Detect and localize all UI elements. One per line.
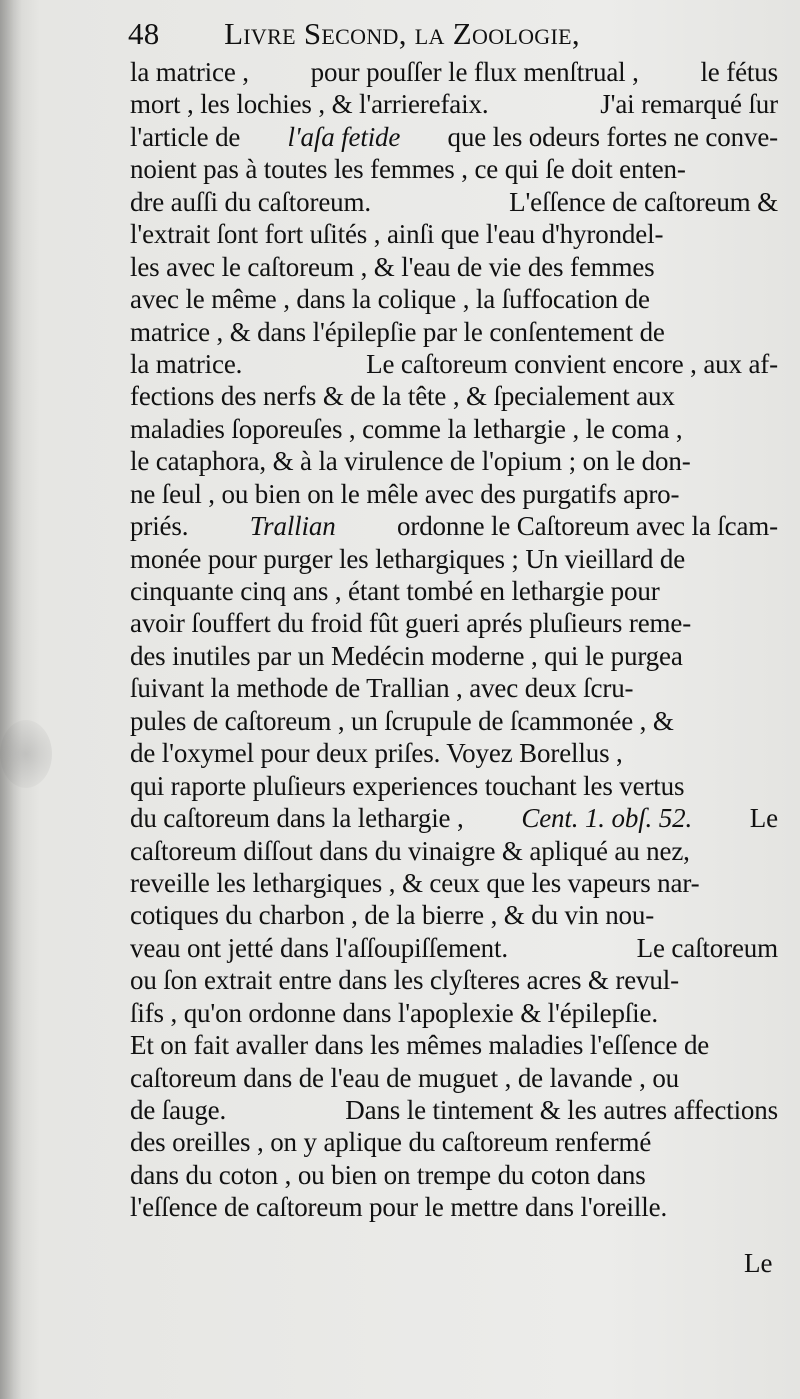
text-segment: mort , les lochies , & l'arrierefaix. — [130, 89, 489, 120]
text-segment: caſtoreum diſſout dans du vinaigre & apliqué au nez, — [130, 835, 690, 866]
text-line — [130, 1029, 778, 1061]
text-line — [130, 997, 778, 1029]
text-line — [130, 413, 778, 445]
text-segment: pules de caſtoreum , un ſcrupule de ſcammonée , & — [130, 705, 674, 736]
text-line — [130, 672, 778, 704]
body-text — [130, 56, 778, 1224]
text-line — [130, 1126, 778, 1158]
text-segment: ſuivant la methode de Trallian , avec deux ſcru- — [130, 673, 634, 704]
text-segment: l'eſſence de caſtoreum pour le mettre dans l'oreille. — [130, 1192, 668, 1223]
text-segment: les avec le caſtoreum , & l'eau de vie des femmes — [130, 251, 655, 282]
text-segment: Dans le tintement & les autres affections — [345, 1095, 778, 1125]
text-segment: veau ont jetté dans l'aſſoupiſſement. — [130, 932, 508, 963]
text-line — [130, 770, 778, 802]
text-segment: ſifs , qu'on ordonne dans l'apoplexie & l'épilepſie. — [130, 997, 658, 1028]
text-line — [130, 1159, 778, 1191]
text-segment: cinquante cinq ans , étant tombé en lethargie pour — [130, 576, 660, 606]
text-line — [130, 478, 778, 510]
text-line — [130, 88, 778, 120]
text-segment: ordonne le Caſtoreum avec la ſcam- — [397, 511, 778, 542]
text-segment: que les odeurs fortes ne conve- — [447, 121, 778, 152]
text-segment: noient pas à toutes les femmes , ce qui ſe doit enten- — [130, 154, 686, 185]
text-line — [130, 1191, 778, 1223]
text-segment: maladies ſoporeuſes , comme la lethargie , le coma , — [130, 413, 683, 444]
text-segment: l'extrait ſont fort uſités , ainſi que l'eau d'hyrondel- — [130, 219, 664, 250]
text-line — [130, 186, 778, 218]
text-segment: l'article de — [130, 121, 241, 152]
text-line — [130, 1062, 778, 1094]
text-line — [130, 218, 778, 250]
text-segment: la matrice , — [130, 57, 249, 87]
text-line — [130, 607, 778, 639]
text-line — [130, 705, 778, 737]
text-segment: Et on fait avaller dans les mêmes maladies l'eſſence de — [130, 1030, 710, 1061]
text-segment: Le — [749, 803, 778, 834]
text-segment: L'eſſence de caſtoreum & — [509, 186, 778, 217]
text-segment: ne ſeul , ou bien on le mêle avec des purgatifs apro- — [130, 478, 680, 509]
paper-smudge — [0, 720, 52, 788]
text-line — [130, 121, 778, 153]
catchword: Le — [744, 1248, 773, 1278]
text-line — [130, 56, 778, 88]
text-segment: monée pour purger les lethargiques ; Un vieillard de — [130, 543, 686, 574]
italic-text-segment: Trallian — [249, 511, 336, 542]
text-line — [130, 737, 778, 769]
text-segment: ou ſon extrait entre dans les clyſteres acres & revul- — [130, 965, 679, 996]
text-line — [130, 964, 778, 996]
text-line — [130, 153, 778, 185]
text-line — [130, 867, 778, 899]
text-segment: des oreilles , on y aplique du caſtoreum renfermé — [130, 1127, 652, 1158]
text-segment: reveille les lethargiques , & ceux que les vapeurs nar- — [130, 867, 700, 898]
page-header — [128, 12, 688, 56]
text-line — [130, 283, 778, 315]
text-segment: matrice , & dans l'épilepſie par le conſentement de — [130, 316, 665, 347]
text-segment: J'ai remarqué ſur — [600, 89, 778, 120]
italic-text-segment: Cent. 1. obſ. 52. — [521, 803, 693, 834]
text-line — [130, 348, 778, 380]
text-segment: le fétus — [700, 57, 778, 87]
text-segment: dans du coton , ou bien on trempe du coton dans — [130, 1159, 646, 1190]
text-line — [130, 802, 778, 834]
text-line — [130, 932, 778, 964]
text-segment: caſtoreum dans de l'eau de muguet , de lavande , ou — [130, 1062, 680, 1093]
text-segment: la matrice. — [130, 348, 243, 379]
text-segment: de l'oxymel pour deux priſes. Voyez Borellus , — [130, 738, 623, 769]
text-line — [130, 575, 778, 607]
text-line — [130, 510, 778, 542]
page-number: 48 — [128, 16, 160, 51]
text-segment: le cataphora, & à la virulence de l'opium ; on le don- — [130, 446, 691, 477]
text-line — [130, 1094, 778, 1126]
text-line — [130, 251, 778, 283]
text-segment: fections des nerfs & de la tête , & ſpecialement aux — [130, 381, 675, 412]
text-segment: des inutiles par un Medécin moderne , qui le purgea — [130, 640, 683, 671]
running-head: Livre Second, la Zoologie, — [224, 16, 580, 51]
text-line — [130, 380, 778, 412]
text-line — [130, 445, 778, 477]
text-line — [130, 640, 778, 672]
text-segment: du caſtoreum dans la lethargie , — [130, 803, 464, 834]
italic-text-segment: l'aſa fetide — [287, 121, 401, 152]
text-segment: de ſauge. — [130, 1095, 227, 1125]
page-edge-shadow — [0, 0, 22, 1399]
text-segment: avec le même , dans la colique , la ſuffocation de — [130, 284, 650, 315]
text-segment: cotiques du charbon , de la bierre , & du vin nou- — [130, 900, 655, 931]
text-line — [130, 543, 778, 575]
text-line — [130, 899, 778, 931]
text-line — [130, 316, 778, 348]
text-segment: Le caſtoreum — [636, 932, 778, 963]
text-segment: pour pouſſer le flux menſtrual , — [310, 57, 639, 87]
text-segment: Le caſtoreum convient encore , aux af- — [366, 348, 778, 379]
text-segment: avoir ſouffert du froid fût gueri aprés pluſieurs reme- — [130, 608, 692, 639]
text-segment: dre auſſi du caſtoreum. — [130, 186, 371, 217]
text-segment: priés. — [130, 511, 189, 542]
text-segment: qui raporte pluſieurs experiences touchant les vertus — [130, 770, 685, 801]
text-line — [130, 835, 778, 867]
